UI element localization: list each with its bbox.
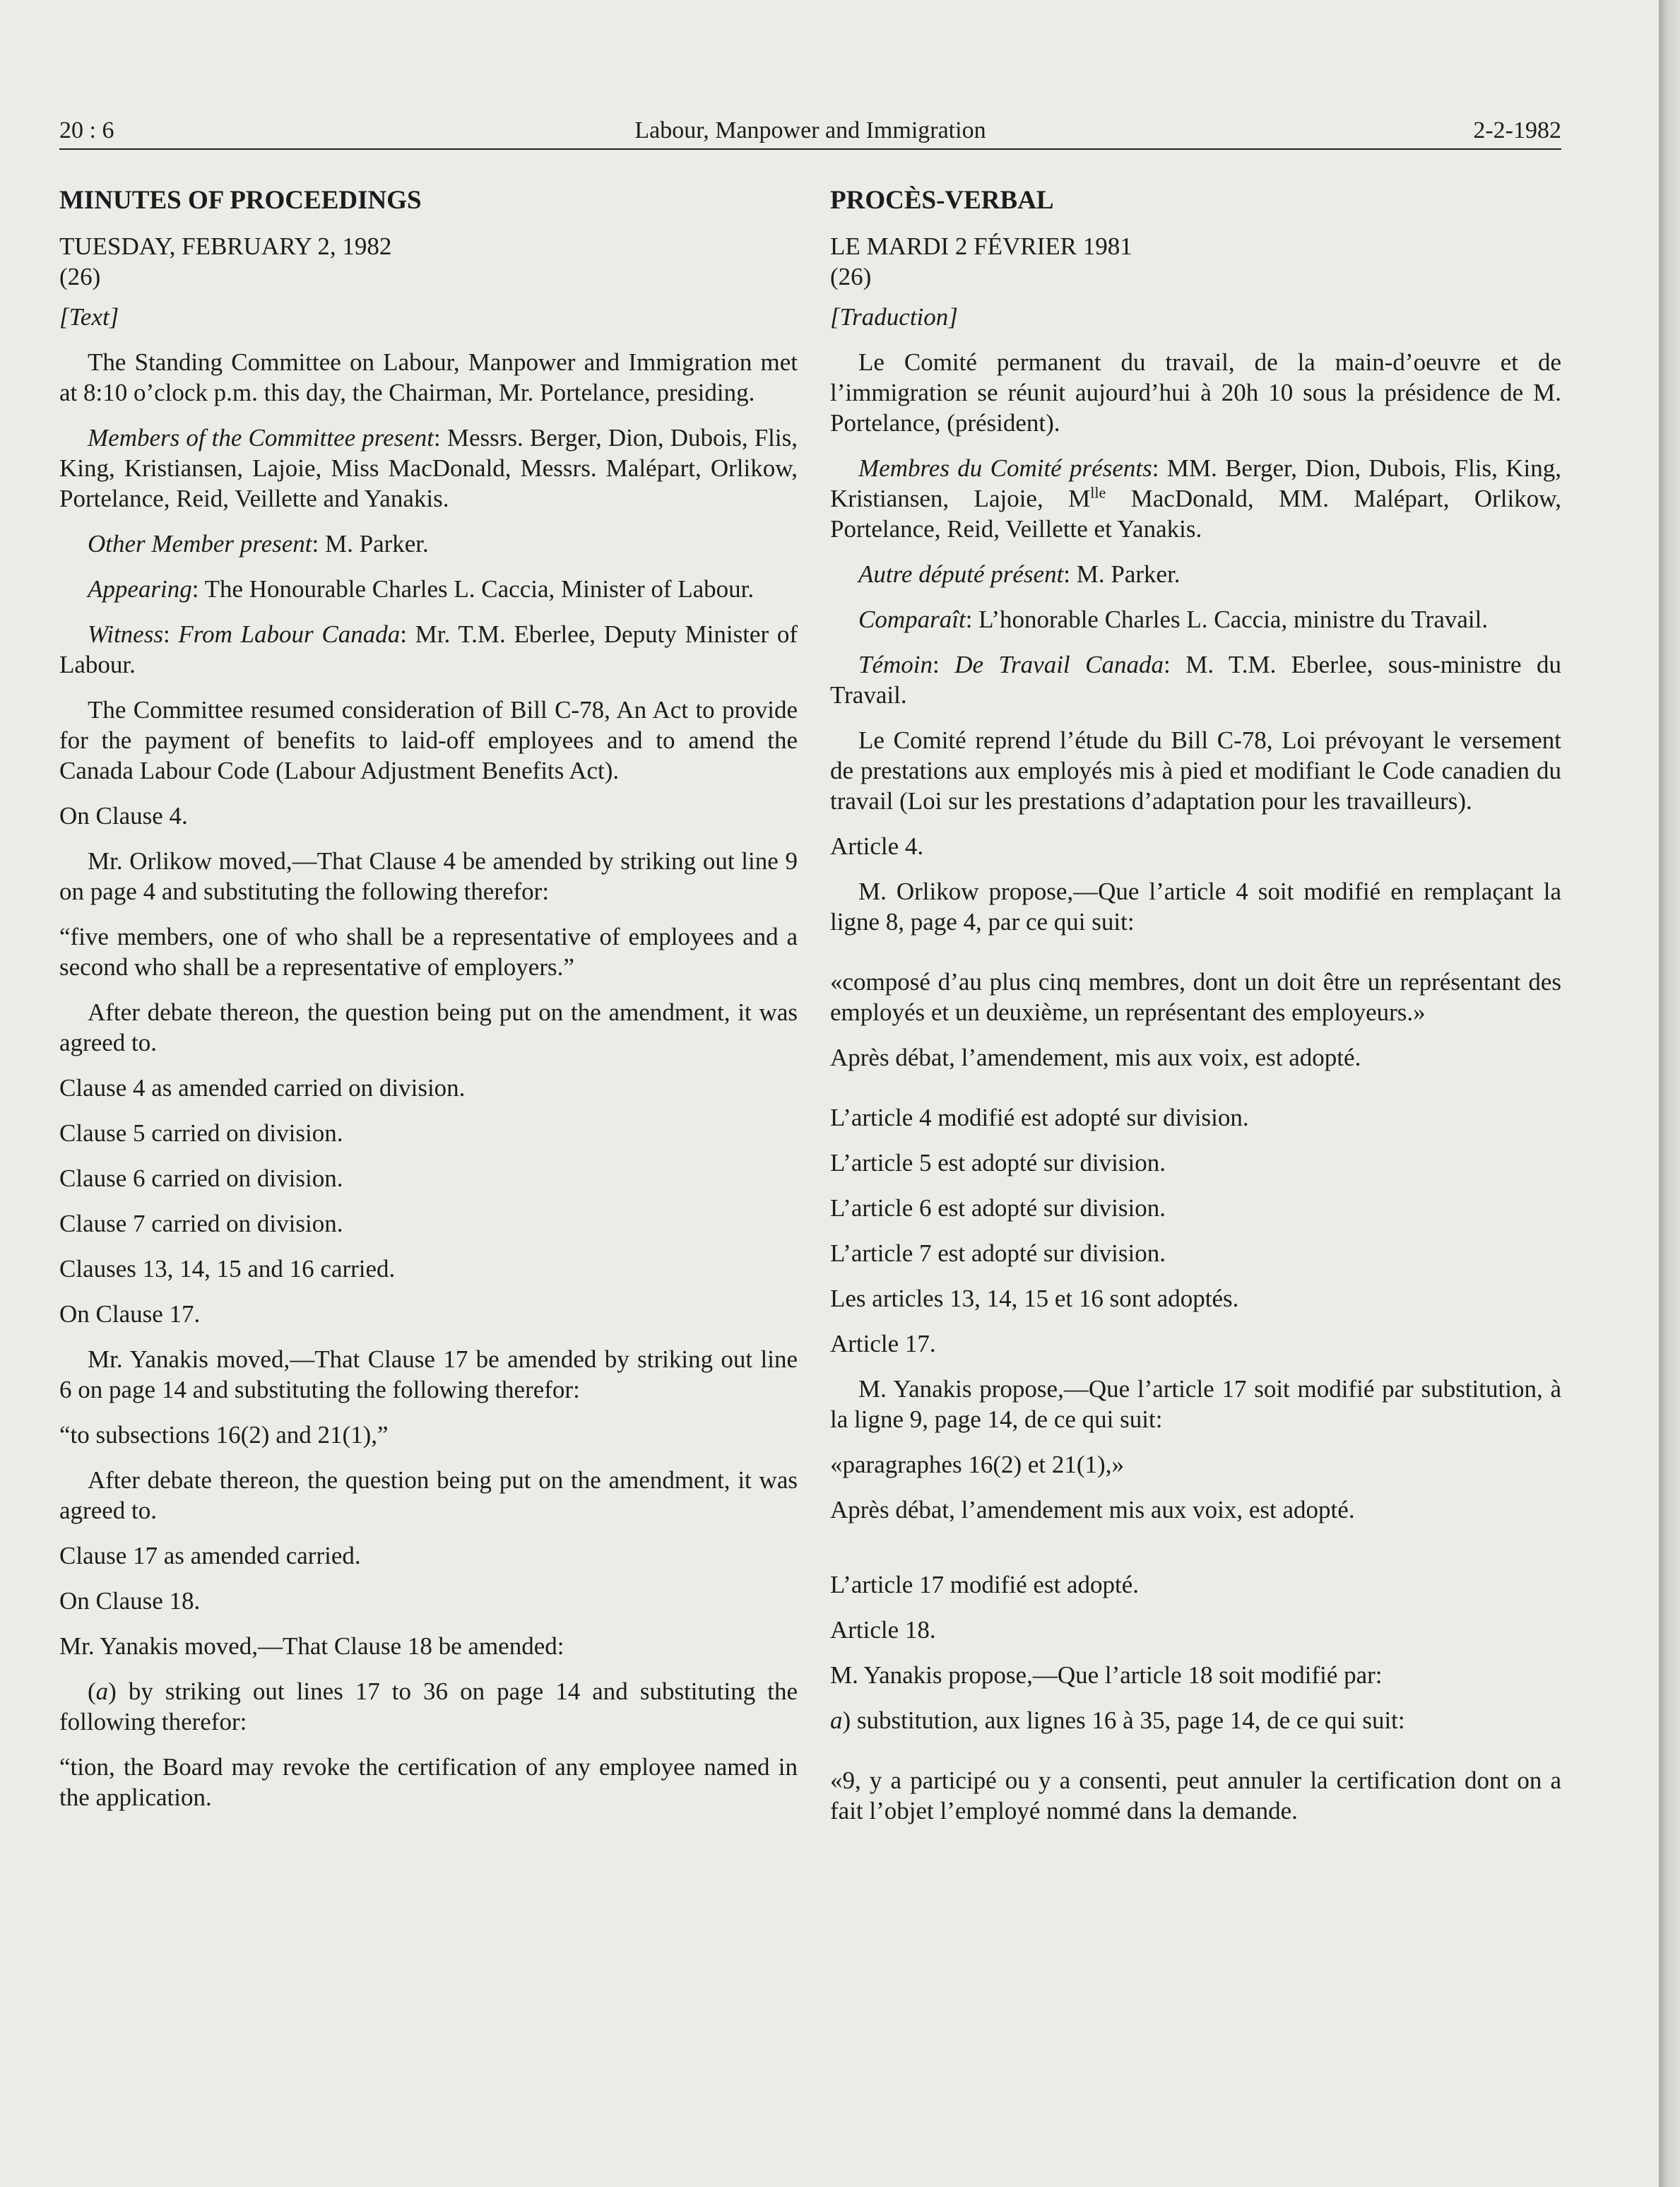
- english-yanakis-17: Mr. Yanakis moved,—That Clause 17 be amended by striking out line 6 on page 14 and substituting the following therefor:: [59, 1345, 798, 1403]
- english-resumed: The Committee resumed consideration of Bill C-78, An Act to provide for the payment of benefits to laid-off employees and to amend the Canada Labour Code (Labour Adjustment Benefits Act).: [59, 696, 798, 784]
- english-quote-1: “five members, one of who shall be a representative of employees and a second who shall be a representative of employers.”: [59, 923, 798, 981]
- english-heading: MINUTES OF PROCEEDINGS: [59, 186, 422, 215]
- english-witness: Witness: From Labour Canada: Mr. T.M. Eberlee, Deputy Minister of Labour.: [59, 620, 798, 678]
- french-resumed: Le Comité reprend l’étude du Bill C-78, Loi prévoyant le versement de prestations aux employés mis à pied et modifiant le Code canadien du travail (Loi sur les prestations d’adaptation pour les travailleurs).: [830, 726, 1561, 815]
- french-articles-13-16: Les articles 13, 14, 15 et 16 sont adoptés.: [830, 1285, 1239, 1312]
- english-members: [59, 423, 798, 514]
- french-issue: (26): [830, 263, 872, 290]
- french-article-6: L’article 6 est adopté sur division.: [830, 1194, 1166, 1222]
- english-other-label: Other Member present: [88, 530, 312, 558]
- french-witness: Témoin: De Travail Canada: M. T.M. Eberlee, sous-ministre du Travail.: [830, 651, 1561, 709]
- english-appearing-text: : The Honourable Charles L. Caccia, Minister of Labour.: [191, 575, 755, 603]
- french-other-text: : M. Parker.: [1063, 560, 1181, 588]
- french-spacer: [830, 1750, 1561, 1765]
- french-orlikow-motion: M. Orlikow propose,—Que l’article 4 soit modifié en remplaçant la ligne 8, page 4, par ce qui suit:: [830, 878, 1561, 936]
- french-members-text-1: : MM. Berger, Dion, Dubois, Flis, King, Kristiansen, Lajoie, M: [830, 454, 1562, 512]
- french-article-17-adopted: L’article 17 modifié est adopté.: [830, 1571, 1140, 1598]
- english-appearing-label: Appearing: [88, 575, 192, 603]
- english-item-a-letter: a: [95, 1678, 109, 1705]
- french-yanakis-17: M. Yanakis propose,—Que l’article 17 soit modifié par substitution, à la ligne 9, page 14, de ce qui suit:: [830, 1375, 1561, 1433]
- french-other-member: [830, 559, 1561, 589]
- french-debate-2: Après débat, l’amendement mis aux voix, est adopté.: [830, 1496, 1355, 1523]
- french-spacer: [830, 1540, 1561, 1569]
- english-clause-4-carried: Clause 4 as amended carried on division.: [59, 1074, 466, 1102]
- french-quote-2: «paragraphes 16(2) et 21(1),»: [830, 1451, 1124, 1478]
- french-heading: PROCÈS-VERBAL: [830, 186, 1054, 215]
- running-header: [59, 113, 1561, 150]
- french-members-text-2: MacDonald, MM. Malépart, Orlikow, Portelance, Reid, Veillette et Yanakis.: [830, 485, 1561, 543]
- english-orlikow-motion: Mr. Orlikow moved,—That Clause 4 be amended by striking out line 9 on page 4 and substituting the following therefor:: [59, 847, 798, 905]
- french-article-18: Article 18.: [830, 1616, 936, 1644]
- french-appearing: [830, 604, 1561, 635]
- english-date: TUESDAY, FEBRUARY 2, 1982: [59, 232, 392, 260]
- french-column: [830, 185, 1561, 1841]
- english-witness-label: Witness: [88, 620, 163, 648]
- french-debate-1: Après débat, l’amendement, mis aux voix, est adopté.: [830, 1044, 1361, 1071]
- page-binding-edge: [1659, 0, 1680, 2187]
- french-yanakis-18: M. Yanakis propose,—Que l’article 18 soit modifié par:: [830, 1661, 1383, 1689]
- french-item-a-letter: a: [830, 1706, 843, 1734]
- english-on-clause-18: On Clause 18.: [59, 1587, 201, 1615]
- english-clause-17-carried: Clause 17 as amended carried.: [59, 1542, 361, 1569]
- french-article-4: Article 4.: [830, 832, 924, 860]
- header-date: 2-2-1982: [1473, 117, 1561, 143]
- french-spacer: [830, 952, 1561, 967]
- english-on-clause-17: On Clause 17.: [59, 1300, 201, 1328]
- english-witness-org: From Labour Canada: [178, 620, 401, 648]
- english-clause-6: Clause 6 carried on division.: [59, 1165, 343, 1192]
- english-item-a-text: by striking out lines 17 to 36 on page 14 and substituting the following therefor:: [59, 1678, 798, 1735]
- french-members-label: Membres du Comité présents: [858, 454, 1152, 482]
- page-number: 20 : 6: [59, 117, 114, 143]
- english-yanakis-18: Mr. Yanakis moved,—That Clause 18 be amended:: [59, 1632, 564, 1660]
- french-witness-text: : M. T.M. Eberlee, sous-ministre du Travail.: [830, 651, 1561, 709]
- english-other-text: : M. Parker.: [312, 530, 429, 558]
- french-quote-1: «composé d’au plus cinq membres, dont un doit être un représentant des employés et un deuxième, un représentant des employeurs.»: [830, 968, 1561, 1026]
- french-item-a-text: ) substitution, aux lignes 16 à 35, page 14, de ce qui suit:: [842, 1706, 1405, 1734]
- french-date: LE MARDI 2 FÉVRIER 1981: [830, 232, 1132, 260]
- english-intro: The Standing Committee on Labour, Manpower and Immigration met at 8:10 o’clock p.m. this day, the Chairman, Mr. Portelance, presiding.: [59, 348, 798, 406]
- english-debate-2: After debate thereon, the question being put on the amendment, it was agreed to.: [59, 1466, 798, 1524]
- french-witness-org: De Travail Canada: [954, 651, 1164, 678]
- french-members: [830, 453, 1561, 544]
- french-item-a: [830, 1705, 1561, 1735]
- english-other-member: [59, 529, 798, 559]
- english-issue: (26): [59, 263, 101, 290]
- english-debate-1: After debate thereon, the question being put on the amendment, it was agreed to.: [59, 998, 798, 1056]
- english-quote-3: “tion, the Board may revoke the certification of any employee named in the application.: [59, 1753, 798, 1811]
- english-members-label: Members of the Committee present: [88, 424, 434, 452]
- english-clause-5: Clause 5 carried on division.: [59, 1119, 343, 1147]
- french-intro: Le Comité permanent du travail, de la main-d’oeuvre et de l’immigration se réunit aujourd’hui à 20h 10 sous la présidence de M. Portelance, (président).: [830, 348, 1561, 437]
- french-article-5: L’article 5 est adopté sur division.: [830, 1149, 1166, 1177]
- french-tag-text: Traduction: [839, 303, 949, 331]
- english-on-clause-4: On Clause 4.: [59, 802, 188, 830]
- french-appearing-label: Comparaît: [858, 606, 966, 633]
- french-tag: [Traduction]: [830, 303, 958, 331]
- english-column: [59, 185, 798, 1827]
- french-appearing-text: : L’honorable Charles L. Caccia, ministre du Travail.: [965, 606, 1489, 633]
- english-tag-text: Text: [69, 303, 110, 331]
- english-witness-text: : Mr. T.M. Eberlee, Deputy Minister of Labour.: [59, 620, 798, 678]
- english-appearing: [59, 574, 798, 604]
- english-quote-2: “to subsections 16(2) and 21(1),”: [59, 1421, 389, 1449]
- english-item-a: (a) by striking out lines 17 to 36 on page 14 and substituting the following therefor:: [59, 1678, 798, 1735]
- english-clause-7: Clause 7 carried on division.: [59, 1210, 343, 1237]
- french-quote-3: «9, y a participé ou y a consenti, peut annuler la certification dont on a fait l’objet l’employé nommé dans la demande.: [830, 1767, 1561, 1825]
- committee-title: Labour, Manpower and Immigration: [634, 117, 986, 143]
- french-members-sup: lle: [1090, 483, 1106, 502]
- french-witness-label: Témoin: [858, 651, 933, 678]
- english-members-text: : Messrs. Berger, Dion, Dubois, Flis, King, Kristiansen, Lajoie, Miss MacDonald, Messrs. Malépart, Orlikow, Portelance, Reid, Veillette and Yanakis.: [59, 424, 798, 512]
- french-article-7: L’article 7 est adopté sur division.: [830, 1239, 1166, 1267]
- english-tag: [Text]: [59, 303, 119, 331]
- french-article-17: Article 17.: [830, 1330, 936, 1357]
- french-spacer: [830, 1087, 1561, 1102]
- french-article-4-adopted: L’article 4 modifié est adopté sur division.: [830, 1104, 1249, 1131]
- french-other-label: Autre député présent: [858, 560, 1064, 588]
- english-clauses-13-16: Clauses 13, 14, 15 and 16 carried.: [59, 1255, 396, 1283]
